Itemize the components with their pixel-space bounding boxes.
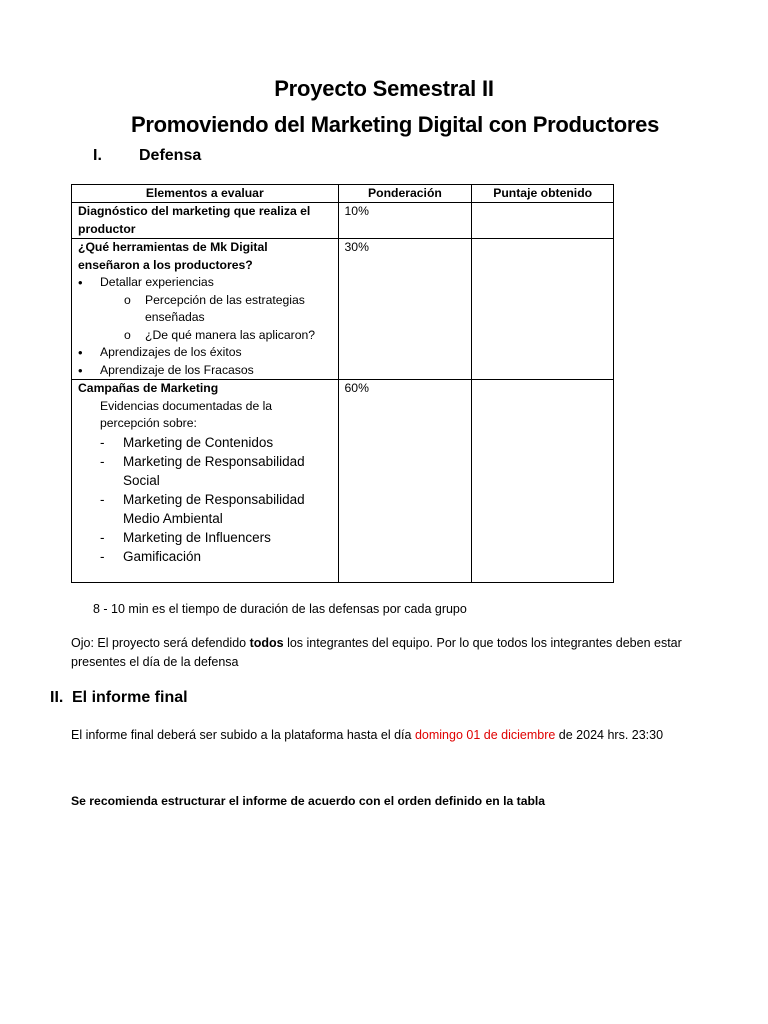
note-bold: todos xyxy=(249,636,284,650)
score-cell xyxy=(472,239,614,380)
row-herramientas-cell xyxy=(72,239,339,380)
table-row xyxy=(72,380,614,583)
dash-item: - Marketing de Responsabilidad Medio Ambiental xyxy=(78,490,332,528)
score-cell xyxy=(472,380,614,583)
column-header-weight: Ponderación xyxy=(338,185,472,203)
column-header-score: Puntaje obtenido xyxy=(472,185,614,203)
section-title: El informe final xyxy=(72,689,188,706)
table-header-row xyxy=(72,185,614,203)
bullet-item: • Detallar experiencias xyxy=(78,274,332,292)
row-diagnostico-cell xyxy=(72,203,339,239)
section-heading-informe xyxy=(50,689,188,707)
deadline-paragraph xyxy=(71,726,663,745)
row-title: ¿Qué herramientas de Mk Digital enseñaron a los productores? xyxy=(78,240,268,272)
note-text: Ojo: El proyecto será defendido xyxy=(71,636,250,650)
dash-item: - Marketing de Contenidos xyxy=(78,433,332,452)
dash-item: - Marketing de Influencers xyxy=(78,528,332,547)
section-number: II. xyxy=(50,689,64,706)
score-cell xyxy=(472,203,614,239)
document-title: Proyecto Semestral II xyxy=(274,76,494,101)
column-header-elements: Elementos a evaluar xyxy=(72,185,339,203)
document-subtitle: Promoviendo del Marketing Digital con Productores xyxy=(130,112,660,137)
weight-cell: 10% xyxy=(338,203,472,239)
note-paragraph xyxy=(71,634,711,672)
row-campanas-cell xyxy=(72,380,339,583)
recommendation-text: Se recomienda estructurar el informe de acuerdo con el orden definido en la tabla xyxy=(71,794,546,808)
table-row xyxy=(72,203,614,239)
note-text-rest: los integrantes del equipo. Por lo que todos los integrantes deben estar presentes el día de la defensa xyxy=(71,636,682,669)
defense-time-text: 8 - 10 min es el tiempo de duración de las defensas por cada grupo xyxy=(93,602,467,616)
evaluation-table xyxy=(71,184,614,583)
deadline-time: de 2024 hrs. 23:30 xyxy=(555,728,664,742)
sub-bullet-item: o Percepción de las estrategias enseñadas xyxy=(78,292,332,327)
weight-cell: 30% xyxy=(338,239,472,380)
section-heading-defensa xyxy=(93,147,201,165)
weight-cell: 60% xyxy=(338,380,472,583)
deadline-date: domingo 01 de diciembre xyxy=(414,728,556,742)
dash-item: - Gamificación xyxy=(78,547,332,566)
sub-bullet-item: o ¿De qué manera las aplicaron? xyxy=(78,327,332,345)
dash-item: - Marketing de Responsabilidad Social xyxy=(78,452,332,490)
bullet-item: • Aprendizajes de los éxitos xyxy=(78,344,332,362)
row-title: Diagnóstico del marketing que realiza el productor xyxy=(78,204,311,236)
section-number: I. xyxy=(93,147,102,164)
evidence-text: Evidencias documentadas de la percepción sobre: xyxy=(100,398,273,430)
deadline-text: El informe final deberá ser subido a la plataforma hasta el día xyxy=(71,728,415,742)
bullet-item: • Aprendizaje de los Fracasos xyxy=(78,362,332,380)
section-title: Defensa xyxy=(139,147,202,164)
table-row xyxy=(72,239,614,380)
row-title: Campañas de Marketing xyxy=(78,381,219,395)
